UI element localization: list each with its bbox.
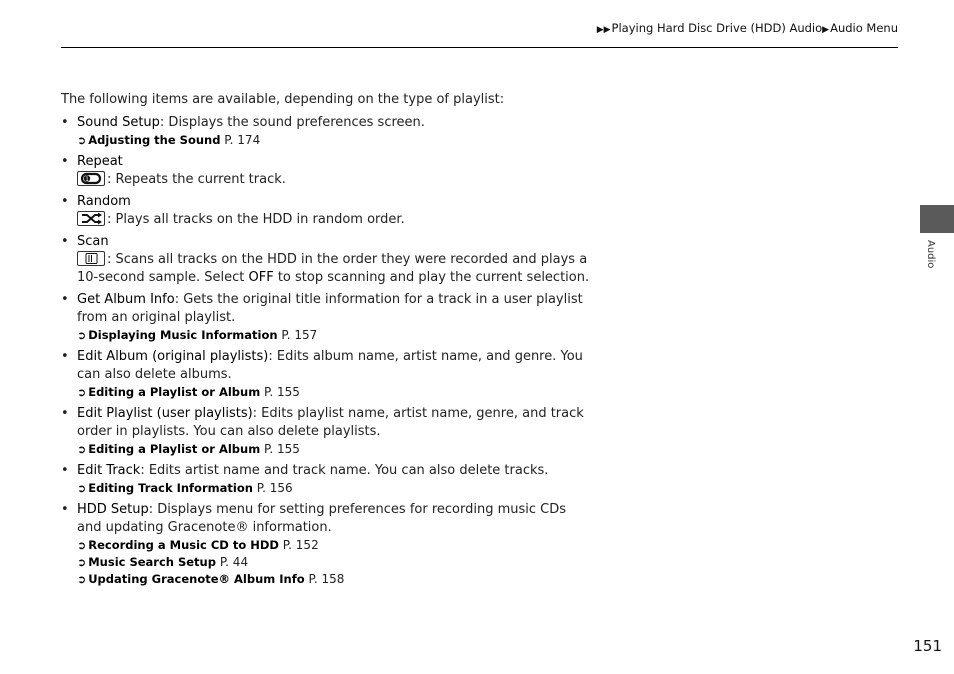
- bullet: •: [61, 406, 69, 421]
- bullet: •: [61, 502, 69, 517]
- cross-reference[interactable]: ➲ Editing a Playlist or Album P. 155: [77, 385, 300, 399]
- section-tab[interactable]: [920, 205, 954, 233]
- description: : Scans all tracks on the HDD in the order they were recorded and plays a 10-second sample. Select: [77, 252, 588, 285]
- term: Edit Playlist (user playlists): [77, 406, 253, 421]
- page-number: 151: [913, 637, 942, 655]
- term: Scan: [77, 234, 109, 249]
- cross-reference[interactable]: ➲ Music Search Setup P. 44: [77, 555, 249, 569]
- list-item-sound-setup: [61, 114, 591, 149]
- cross-reference[interactable]: ➲ Editing Track Information P. 156: [77, 481, 293, 495]
- description: : Repeats the current track.: [107, 172, 286, 187]
- description: : Edits playlist name, artist name, genre, and track order in playlists. You can also delete playlists.: [77, 406, 584, 439]
- description: : Gets the original title information for a track in a user playlist from an original playlist.: [77, 292, 583, 325]
- breadcrumb-current-audio-menu: Audio Menu: [830, 21, 898, 35]
- cross-reference[interactable]: ➲ Editing a Playlist or Album P. 155: [77, 442, 300, 456]
- bullet: •: [61, 349, 69, 364]
- list-item-random: [61, 193, 591, 229]
- reference-arrow-icon: ➲: [77, 386, 87, 399]
- reference-arrow-icon: ➲: [77, 443, 87, 456]
- header-divider: [61, 47, 898, 48]
- svg-text:1: 1: [85, 176, 89, 183]
- term: Repeat: [77, 154, 123, 169]
- list-item-get-album-info: [61, 291, 591, 344]
- main-content: [61, 91, 591, 592]
- reference-arrow-icon: ➲: [77, 482, 87, 495]
- cross-reference[interactable]: ➲ Displaying Music Information P. 157: [77, 328, 318, 342]
- repeat-one-icon: [77, 171, 105, 186]
- breadcrumb-arrow-icon: ▶▶: [596, 25, 611, 35]
- reference-arrow-icon: ➲: [77, 573, 87, 586]
- description: : Displays menu for setting preferences for recording music CDs and updating Gracenote® information.: [77, 502, 567, 535]
- bullet: •: [61, 194, 69, 209]
- list-item-edit-track: [61, 462, 591, 497]
- list-item-hdd-setup: [61, 501, 591, 588]
- description: : Edits album name, artist name, and genre. You can also delete albums.: [77, 349, 583, 382]
- reference-arrow-icon: ➲: [77, 329, 87, 342]
- shuffle-icon: [77, 211, 105, 226]
- section-tab-label: Audio: [925, 240, 936, 269]
- breadcrumb: [597, 21, 898, 35]
- off-option: OFF: [248, 270, 274, 285]
- description: : Edits artist name and track name. You can also delete tracks.: [140, 463, 549, 478]
- bullet: •: [61, 463, 69, 478]
- breadcrumb-arrow-icon: ▶: [822, 25, 830, 35]
- description: : Displays the sound preferences screen.: [159, 115, 425, 130]
- bullet: •: [61, 154, 69, 169]
- cross-reference[interactable]: ➲ Updating Gracenote® Album Info P. 158: [77, 572, 345, 586]
- term: Edit Album (original playlists): [77, 349, 269, 364]
- list-item-scan: [61, 233, 591, 287]
- list-item-edit-playlist: [61, 405, 591, 458]
- scan-icon: [77, 251, 105, 266]
- term: Random: [77, 194, 131, 209]
- term: Get Album Info: [77, 292, 175, 307]
- reference-arrow-icon: ➲: [77, 556, 87, 569]
- reference-arrow-icon: ➲: [77, 134, 87, 147]
- reference-arrow-icon: ➲: [77, 539, 87, 552]
- list-item-edit-album: [61, 348, 591, 401]
- term: Sound Setup: [77, 115, 160, 130]
- bullet: •: [61, 115, 69, 130]
- cross-reference[interactable]: ➲ Adjusting the Sound P. 174: [77, 133, 261, 147]
- description: : Plays all tracks on the HDD in random order.: [107, 212, 405, 227]
- cross-reference[interactable]: ➲ Recording a Music CD to HDD P. 152: [77, 538, 319, 552]
- list-item-repeat: [61, 153, 591, 189]
- breadcrumb-link-hdd-audio[interactable]: Playing Hard Disc Drive (HDD) Audio: [611, 21, 823, 35]
- bullet: •: [61, 292, 69, 307]
- description: to stop scanning and play the current selection.: [273, 270, 590, 285]
- term: Edit Track: [77, 463, 141, 478]
- intro-text: The following items are available, depending on the type of playlist:: [61, 92, 505, 107]
- bullet: •: [61, 234, 69, 249]
- term: HDD Setup: [77, 502, 149, 517]
